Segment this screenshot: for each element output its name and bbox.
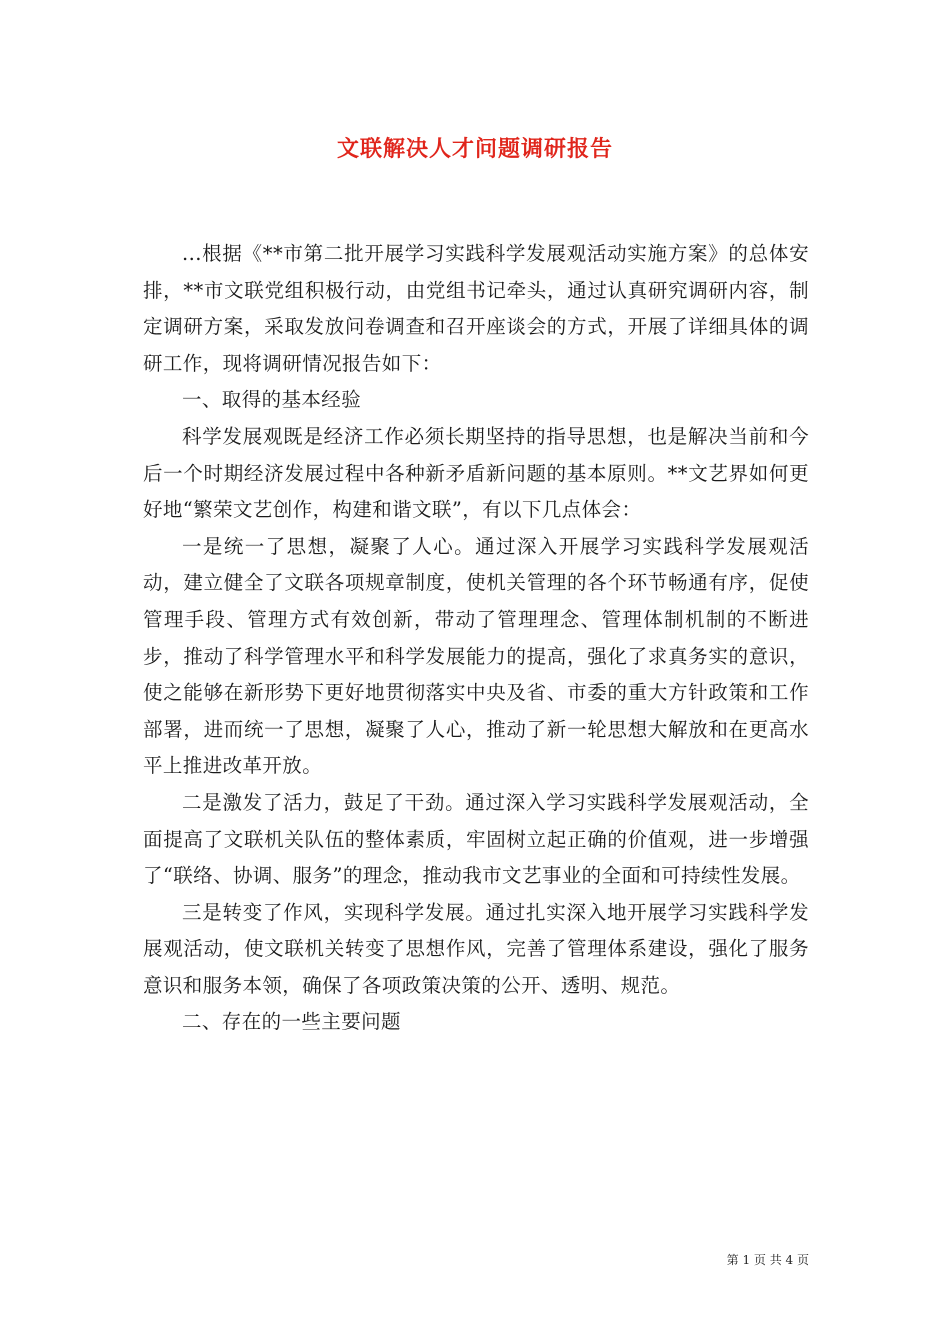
section-heading-experience: 一、取得的基本经验 bbox=[182, 388, 362, 412]
paragraph-intro: ...根据《**市第二批开展学习实践科学发展观活动实施方案》的总体安排，**市文联党组积极行动，由党组书记牵头，通过认真研究调研内容，制定调研方案，采取发放问卷调查和召开座谈会的方式，开展了详细具体的调研工作，现将调研情况报告如下： bbox=[143, 242, 809, 375]
paragraph-point-one: 一是统一了思想，凝聚了人心。通过深入开展学习实践科学发展观活动，建立健全了文联各项规章制度，使机关管理的各个环节畅通有序，促使管理手段、管理方式有效创新，带动了管理理念、管理体制机制的不断进步，推动了科学管理水平和科学发展能力的提高，强化了求真务实的意识，使之能够在新形势下更好地贯彻落实中央及省、市委的重大方针政策和工作部署，进而统一了思想，凝聚了人心，推动了新一轮思想大解放和在更高水平上推进改革开放。 bbox=[143, 534, 809, 778]
paragraph-principle: 科学发展观既是经济工作必须长期坚持的指导思想，也是解决当前和今后一个时期经济发展过程中各种新矛盾新问题的基本原则。**文艺界如何更好地“繁荣文艺创作，构建和谐文联”，有以下几点体会： bbox=[143, 424, 809, 522]
paragraph-point-three: 三是转变了作风，实现科学发展。通过扎实深入地开展学习实践科学发展观活动，使文联机关转变了思想作风，完善了管理体系建设，强化了服务意识和服务本领，确保了各项政策决策的公开、透明、规范。 bbox=[143, 900, 809, 997]
document-body bbox=[143, 236, 809, 1041]
section-heading-problems: 二、存在的一些主要问题 bbox=[182, 1010, 401, 1034]
paragraph-point-two: 二是激发了活力，鼓足了干劲。通过深入学习实践科学发展观活动，全面提高了文联机关队伍的整体素质，牢固树立起正确的价值观，进一步增强了“联络、协调、服务”的理念，推动我市文艺事业的全面和可持续性发展。 bbox=[143, 790, 809, 888]
document-title: 文联解决人才问题调研报告 bbox=[336, 136, 613, 162]
page-number: 第 1 页 共 4 页 bbox=[726, 1253, 809, 1267]
